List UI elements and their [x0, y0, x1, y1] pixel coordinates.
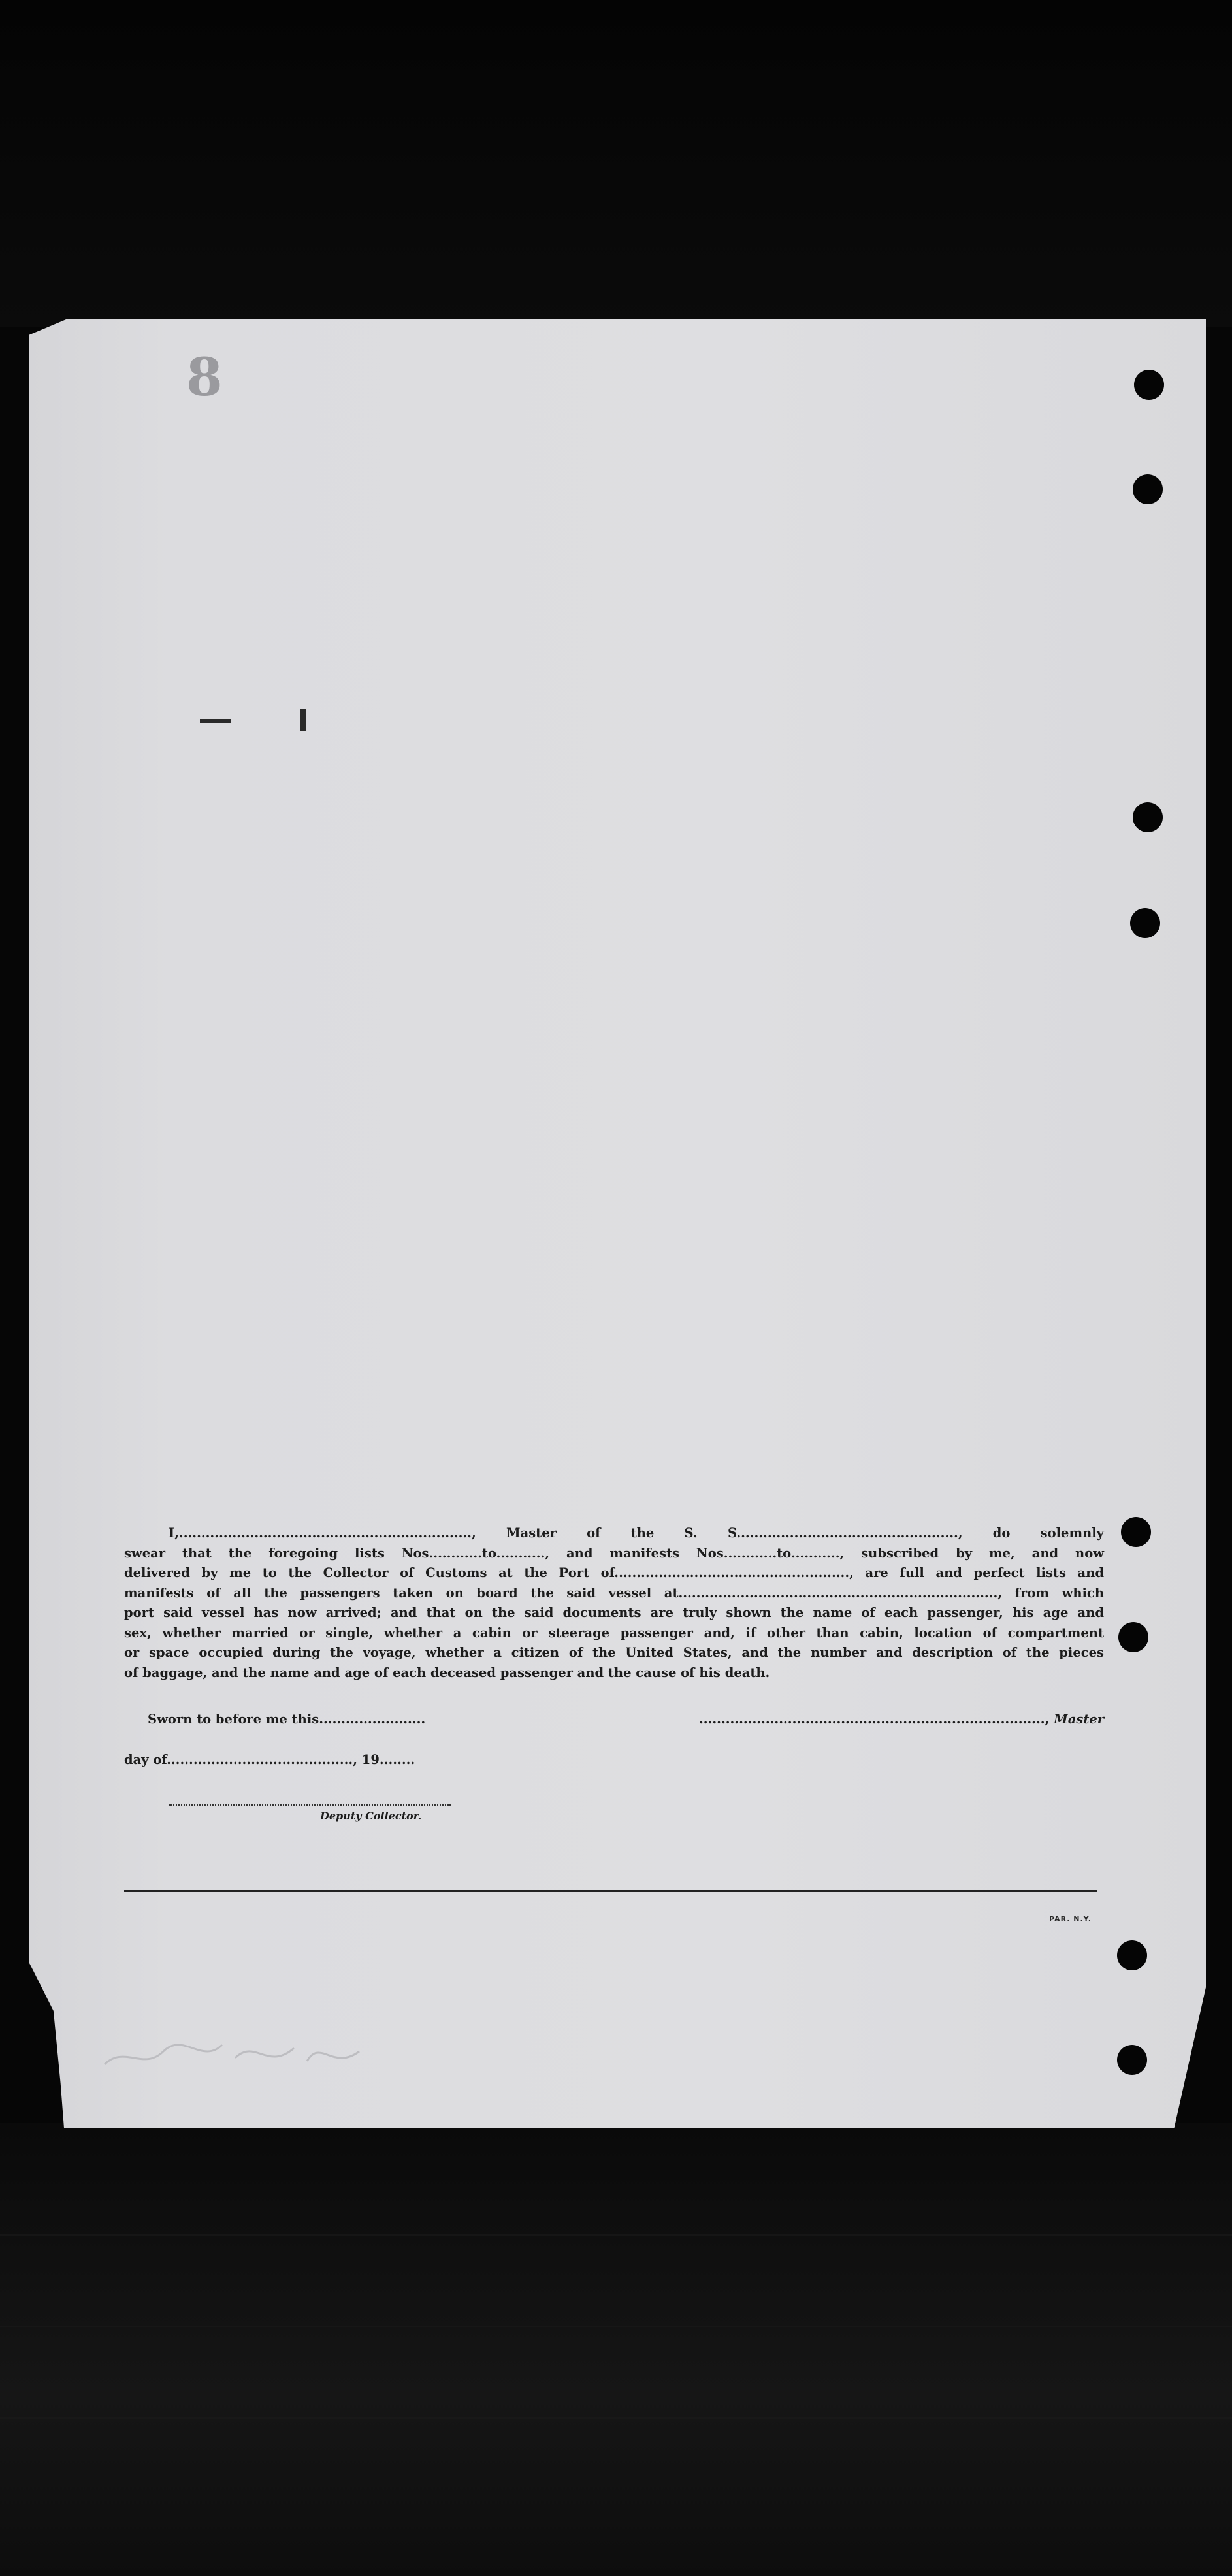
punch-hole: [1133, 474, 1163, 504]
deputy-collector-label: Deputy Collector.: [320, 1810, 422, 1822]
punch-hole: [1133, 802, 1163, 832]
smudge: [300, 709, 306, 731]
scan-background-top: [0, 0, 1232, 327]
oath-line: sex, whether married or single, whether a cabin or steerage passenger and, if other than cabin, location of compartment: [124, 1625, 1104, 1640]
punch-hole: [1130, 908, 1160, 938]
oath-line: delivered by me to the Collector of Customs at the Port of....................................................., are full and perfect lists and: [124, 1565, 1104, 1580]
deputy-collector-signature-line: [169, 1804, 451, 1806]
scan-background-bottom: [0, 2123, 1232, 2576]
document-page: [29, 319, 1206, 2128]
oath-line: of baggage, and the name and age of each deceased passenger and the cause of his death.: [124, 1665, 770, 1680]
master-signature-dots: ..............................................................................,: [699, 1712, 1050, 1727]
handwriting-bleed-through: [98, 2025, 372, 2084]
punch-hole: [1134, 370, 1164, 400]
smudge: [200, 719, 231, 723]
day-of-line: day of.........................................., 19........: [124, 1752, 415, 1767]
printer-mark: PAR. N.Y.: [1049, 1915, 1092, 1923]
oath-line: or space occupied during the voyage, whether a citizen of the United States, and the number and description of the pieces: [124, 1645, 1104, 1660]
punch-hole: [1117, 1940, 1147, 1970]
sworn-before-line: Sworn to before me this........................: [148, 1712, 426, 1727]
punch-hole: [1121, 1517, 1151, 1547]
oath-line: I,.................................................................., Master of the S. S.................................................., do solemnly: [169, 1525, 1104, 1541]
bleed-through-mark: 8: [186, 346, 223, 408]
footer-rule: [124, 1890, 1097, 1892]
master-label: Master: [1054, 1712, 1105, 1727]
scan-artifact: [0, 2326, 1232, 2327]
oath-line: manifests of all the passengers taken on board the said vessel at........................................................................, from which: [124, 1585, 1104, 1601]
scan-artifact: [0, 2234, 1232, 2236]
punch-hole: [1118, 1622, 1148, 1652]
scan-artifact: [0, 2417, 1232, 2419]
oath-line: port said vessel has now arrived; and that on the said documents are truly shown the name of each passenger, his age and: [124, 1605, 1104, 1620]
master-signature-line: [699, 1712, 1104, 1727]
oath-line: swear that the foregoing lists Nos............to..........., and manifests Nos............to..........., subscribed by me, and now: [124, 1545, 1104, 1561]
master-oath-paragraph: [124, 1524, 1104, 1683]
punch-hole: [1117, 2045, 1147, 2075]
